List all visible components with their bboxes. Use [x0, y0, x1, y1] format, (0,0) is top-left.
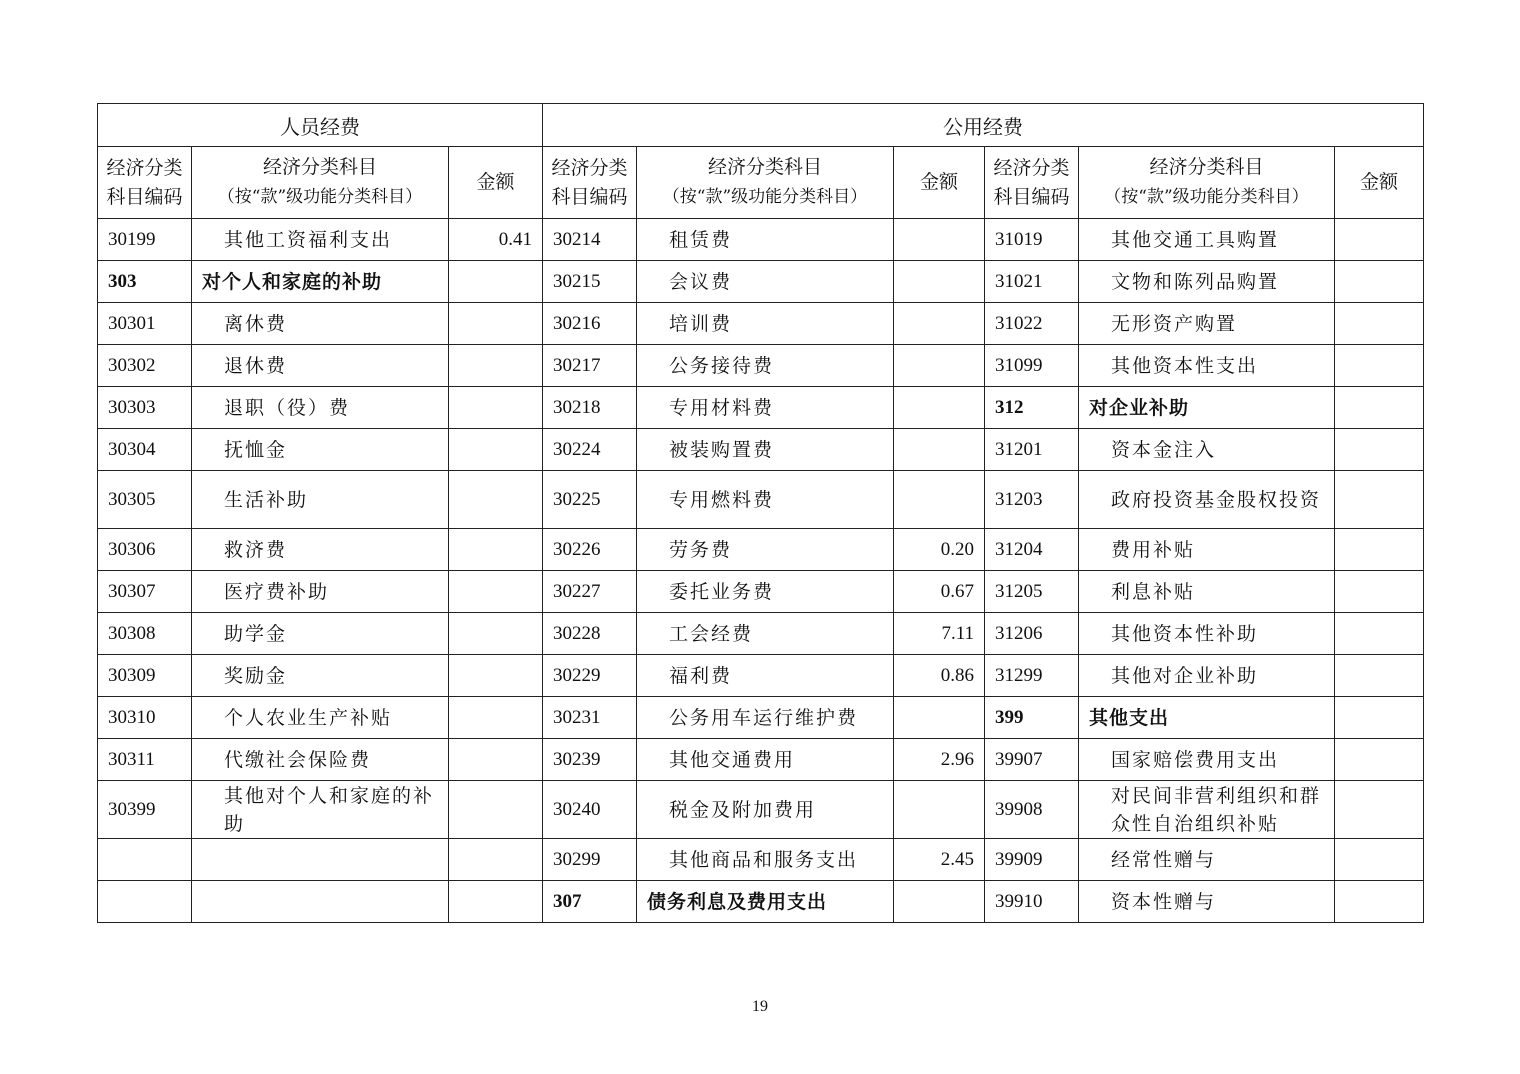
item-name-cell: 其他工资福利支出 — [192, 219, 449, 261]
code-cell: 30199 — [98, 219, 192, 261]
item-column-header: 经济分类科目 （按“款”级功能分类科目） — [1079, 147, 1335, 219]
item-name-cell: 利息补贴 — [1079, 571, 1335, 613]
item-name-cell: 医疗费补助 — [192, 571, 449, 613]
item-name-cell: 租赁费 — [637, 219, 894, 261]
code-cell: 31019 — [985, 219, 1079, 261]
item-name-cell: 其他交通工具购置 — [1079, 219, 1335, 261]
amount-cell — [449, 613, 543, 655]
item-name-cell: 资本金注入 — [1079, 429, 1335, 471]
table-row — [98, 219, 1424, 261]
table-row — [98, 303, 1424, 345]
amount-cell — [894, 303, 985, 345]
section-title-row — [98, 104, 1424, 147]
item-name-cell: 公务用车运行维护费 — [637, 697, 894, 739]
code-cell — [98, 839, 192, 881]
item-name-cell: 退休费 — [192, 345, 449, 387]
code-cell: 30301 — [98, 303, 192, 345]
item-name-cell: 经常性赠与 — [1079, 839, 1335, 881]
table-row — [98, 471, 1424, 529]
amount-cell — [449, 881, 543, 923]
amount-cell — [449, 781, 543, 839]
code-cell: 31299 — [985, 655, 1079, 697]
amount-cell — [449, 529, 543, 571]
amount-cell — [894, 387, 985, 429]
item-name-cell — [192, 881, 449, 923]
code-cell: 30227 — [543, 571, 637, 613]
amount-cell — [1335, 881, 1424, 923]
amount-cell — [894, 219, 985, 261]
table-row — [98, 429, 1424, 471]
item-column-header: 经济分类科目 （按“款”级功能分类科目） — [192, 147, 449, 219]
table-row — [98, 881, 1424, 923]
code-cell: 31205 — [985, 571, 1079, 613]
code-cell — [98, 881, 192, 923]
amount-cell: 0.20 — [894, 529, 985, 571]
code-cell: 307 — [543, 881, 637, 923]
code-cell: 39910 — [985, 881, 1079, 923]
amount-cell — [1335, 739, 1424, 781]
amount-cell — [1335, 571, 1424, 613]
code-column-header: 经济分类 科目编码 — [985, 147, 1079, 219]
code-cell: 39909 — [985, 839, 1079, 881]
amount-cell — [1335, 429, 1424, 471]
amount-cell — [1335, 345, 1424, 387]
item-name-cell: 工会经费 — [637, 613, 894, 655]
column-header-row — [98, 147, 1424, 219]
amount-cell — [449, 261, 543, 303]
code-cell: 30231 — [543, 697, 637, 739]
code-cell: 30399 — [98, 781, 192, 839]
table-row — [98, 387, 1424, 429]
amount-cell — [894, 429, 985, 471]
amount-cell — [1335, 261, 1424, 303]
amount-cell: 0.67 — [894, 571, 985, 613]
amount-cell — [449, 839, 543, 881]
item-name-cell: 专用材料费 — [637, 387, 894, 429]
code-cell: 30217 — [543, 345, 637, 387]
item-name-cell: 资本性赠与 — [1079, 881, 1335, 923]
code-cell: 30214 — [543, 219, 637, 261]
amount-cell — [449, 303, 543, 345]
amount-cell — [449, 739, 543, 781]
item-name-cell: 费用补贴 — [1079, 529, 1335, 571]
code-cell: 31021 — [985, 261, 1079, 303]
code-cell: 30308 — [98, 613, 192, 655]
item-name-cell: 劳务费 — [637, 529, 894, 571]
code-cell: 39907 — [985, 739, 1079, 781]
amount-cell — [894, 345, 985, 387]
personnel-expense-header: 人员经费 — [98, 104, 543, 147]
code-cell: 31201 — [985, 429, 1079, 471]
amount-cell — [449, 655, 543, 697]
table-row — [98, 261, 1424, 303]
item-name-cell: 政府投资基金股权投资 — [1079, 471, 1335, 529]
table-row — [98, 739, 1424, 781]
table-row — [98, 345, 1424, 387]
item-name-cell: 其他资本性支出 — [1079, 345, 1335, 387]
item-name-cell: 其他对企业补助 — [1079, 655, 1335, 697]
amount-cell — [1335, 529, 1424, 571]
item-name-cell: 会议费 — [637, 261, 894, 303]
amount-cell — [1335, 781, 1424, 839]
public-expense-header: 公用经费 — [543, 104, 1424, 147]
item-name-cell: 其他支出 — [1079, 697, 1335, 739]
item-name-cell: 公务接待费 — [637, 345, 894, 387]
item-name-cell: 其他交通费用 — [637, 739, 894, 781]
item-column-header: 经济分类科目 （按“款”级功能分类科目） — [637, 147, 894, 219]
item-name-cell: 救济费 — [192, 529, 449, 571]
code-cell: 399 — [985, 697, 1079, 739]
code-cell: 30309 — [98, 655, 192, 697]
code-cell: 30311 — [98, 739, 192, 781]
item-name-cell: 文物和陈列品购置 — [1079, 261, 1335, 303]
item-name-cell: 税金及附加费用 — [637, 781, 894, 839]
item-name-cell: 债务利息及费用支出 — [637, 881, 894, 923]
code-column-header: 经济分类 科目编码 — [543, 147, 637, 219]
code-cell: 30307 — [98, 571, 192, 613]
amount-cell — [1335, 839, 1424, 881]
item-name-cell: 抚恤金 — [192, 429, 449, 471]
amount-cell — [449, 697, 543, 739]
code-cell: 30239 — [543, 739, 637, 781]
item-name-cell: 被装购置费 — [637, 429, 894, 471]
expense-classification-table — [97, 103, 1424, 923]
code-cell: 31206 — [985, 613, 1079, 655]
table-row — [98, 697, 1424, 739]
code-cell: 30299 — [543, 839, 637, 881]
amount-cell: 7.11 — [894, 613, 985, 655]
page-number: 19 — [752, 998, 768, 1015]
amount-cell — [449, 429, 543, 471]
item-name-cell: 个人农业生产补贴 — [192, 697, 449, 739]
amount-cell: 2.45 — [894, 839, 985, 881]
item-name-cell: 离休费 — [192, 303, 449, 345]
item-name-cell: 国家赔偿费用支出 — [1079, 739, 1335, 781]
amount-cell — [894, 881, 985, 923]
table-row — [98, 839, 1424, 881]
code-cell: 30306 — [98, 529, 192, 571]
code-cell: 303 — [98, 261, 192, 303]
table-row — [98, 613, 1424, 655]
item-name-cell: 生活补助 — [192, 471, 449, 529]
amount-cell: 0.41 — [449, 219, 543, 261]
amount-cell — [1335, 697, 1424, 739]
amount-cell: 0.86 — [894, 655, 985, 697]
amount-cell — [894, 471, 985, 529]
amount-cell — [449, 471, 543, 529]
amount-column-header: 金额 — [1335, 147, 1424, 219]
item-name-cell: 对企业补助 — [1079, 387, 1335, 429]
item-name-cell: 无形资产购置 — [1079, 303, 1335, 345]
item-name-cell: 对民间非营利组织和群众性自治组织补贴 — [1079, 781, 1335, 839]
code-column-header: 经济分类 科目编码 — [98, 147, 192, 219]
amount-cell — [894, 697, 985, 739]
item-name-cell: 专用燃料费 — [637, 471, 894, 529]
code-cell: 30240 — [543, 781, 637, 839]
code-cell: 30216 — [543, 303, 637, 345]
item-name-cell: 其他商品和服务支出 — [637, 839, 894, 881]
amount-cell — [1335, 387, 1424, 429]
item-name-cell: 其他对个人和家庭的补助 — [192, 781, 449, 839]
amount-cell — [1335, 471, 1424, 529]
amount-cell — [449, 387, 543, 429]
table-row — [98, 571, 1424, 613]
item-name-cell — [192, 839, 449, 881]
code-cell: 31022 — [985, 303, 1079, 345]
item-name-cell: 奖励金 — [192, 655, 449, 697]
code-cell: 31203 — [985, 471, 1079, 529]
table-row — [98, 529, 1424, 571]
amount-cell: 2.96 — [894, 739, 985, 781]
code-cell: 30310 — [98, 697, 192, 739]
item-name-cell: 培训费 — [637, 303, 894, 345]
code-cell: 30218 — [543, 387, 637, 429]
code-cell: 31099 — [985, 345, 1079, 387]
code-cell: 30224 — [543, 429, 637, 471]
amount-column-header: 金额 — [894, 147, 985, 219]
amount-cell — [1335, 219, 1424, 261]
item-name-cell: 代缴社会保险费 — [192, 739, 449, 781]
amount-cell — [1335, 303, 1424, 345]
code-cell: 30302 — [98, 345, 192, 387]
item-name-cell: 福利费 — [637, 655, 894, 697]
table-row — [98, 655, 1424, 697]
item-name-cell: 其他资本性补助 — [1079, 613, 1335, 655]
code-cell: 30304 — [98, 429, 192, 471]
code-cell: 312 — [985, 387, 1079, 429]
table-row — [98, 781, 1424, 839]
item-name-cell: 助学金 — [192, 613, 449, 655]
code-cell: 30228 — [543, 613, 637, 655]
code-cell: 30215 — [543, 261, 637, 303]
item-name-cell: 委托业务费 — [637, 571, 894, 613]
code-cell: 30225 — [543, 471, 637, 529]
amount-cell — [449, 345, 543, 387]
item-name-cell: 退职（役）费 — [192, 387, 449, 429]
amount-cell — [1335, 655, 1424, 697]
amount-cell — [894, 781, 985, 839]
amount-cell — [894, 261, 985, 303]
code-cell: 30303 — [98, 387, 192, 429]
code-cell: 30229 — [543, 655, 637, 697]
code-cell: 39908 — [985, 781, 1079, 839]
amount-cell — [449, 571, 543, 613]
amount-cell — [1335, 613, 1424, 655]
code-cell: 30305 — [98, 471, 192, 529]
item-name-cell: 对个人和家庭的补助 — [192, 261, 449, 303]
amount-column-header: 金额 — [449, 147, 543, 219]
code-cell: 30226 — [543, 529, 637, 571]
code-cell: 31204 — [985, 529, 1079, 571]
